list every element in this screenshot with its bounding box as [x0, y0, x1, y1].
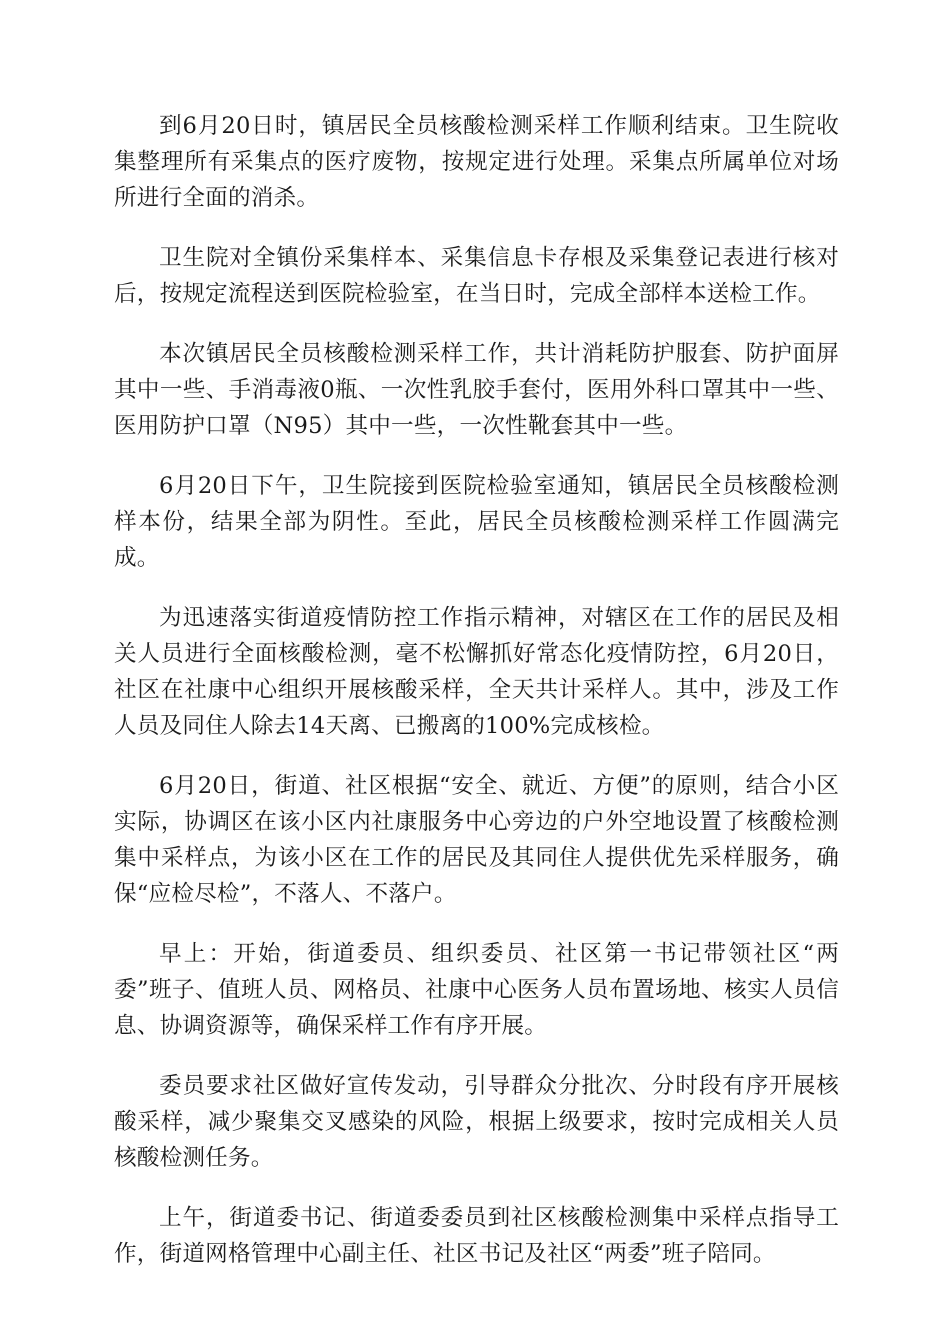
- paragraph-9: 上午，街道委书记、街道委委员到社区核酸检测集中采样点指导工作，街道网格管理中心副主任、社区书记及社区“两委”班子陪同。: [114, 1205, 839, 1267]
- paragraph-4: 6月20日下午，卫生院接到医院检验室通知，镇居民全员核酸检测样本份，结果全部为阴性。至此，居民全员核酸检测采样工作圆满完成。: [114, 473, 839, 571]
- paragraph-6: 6月20日，街道、社区根据“安全、就近、方便”的原则，结合小区实际，协调区在该小区内社康服务中心旁边的户外空地设置了核酸检测集中采样点，为该小区在工作的居民及其同住人提供优先采样服务，确保“应检尽检”，不落人、不落户。: [114, 773, 839, 907]
- paragraph-1: 到6月20日时，镇居民全员核酸检测采样工作顺利结束。卫生院收集整理所有采集点的医疗废物，按规定进行处理。采集点所属单位对场所进行全面的消杀。: [114, 113, 839, 211]
- paragraph-8: 委员要求社区做好宣传发动，引导群众分批次、分时段有序开展核酸采样，减少聚集交叉感染的风险，根据上级要求，按时完成相关人员核酸检测任务。: [114, 1073, 839, 1171]
- paragraph-3: 本次镇居民全员核酸检测采样工作，共计消耗防护服套、防护面屏其中一些、手消毒液0瓶、一次性乳胶手套付，医用外科口罩其中一些、医用防护口罩（N95）其中一些，一次性靴套其中一些。: [114, 341, 839, 439]
- paragraph-2: 卫生院对全镇份采集样本、采集信息卡存根及采集登记表进行核对后，按规定流程送到医院检验室，在当日时，完成全部样本送检工作。: [114, 245, 839, 307]
- paragraph-5: 为迅速落实街道疫情防控工作指示精神，对辖区在工作的居民及相关人员进行全面核酸检测，毫不松懈抓好常态化疫情防控，6月20日，社区在社康中心组织开展核酸采样，全天共计采样人。其中，涉及工作人员及同住人除去14天离、已搬离的100%完成核检。: [114, 605, 839, 739]
- paragraph-7: 早上：开始，街道委员、组织委员、社区第一书记带领社区“两委”班子、值班人员、网格员、社康中心医务人员布置场地、核实人员信息、协调资源等，确保采样工作有序开展。: [114, 941, 839, 1039]
- document-body: [114, 108, 839, 1296]
